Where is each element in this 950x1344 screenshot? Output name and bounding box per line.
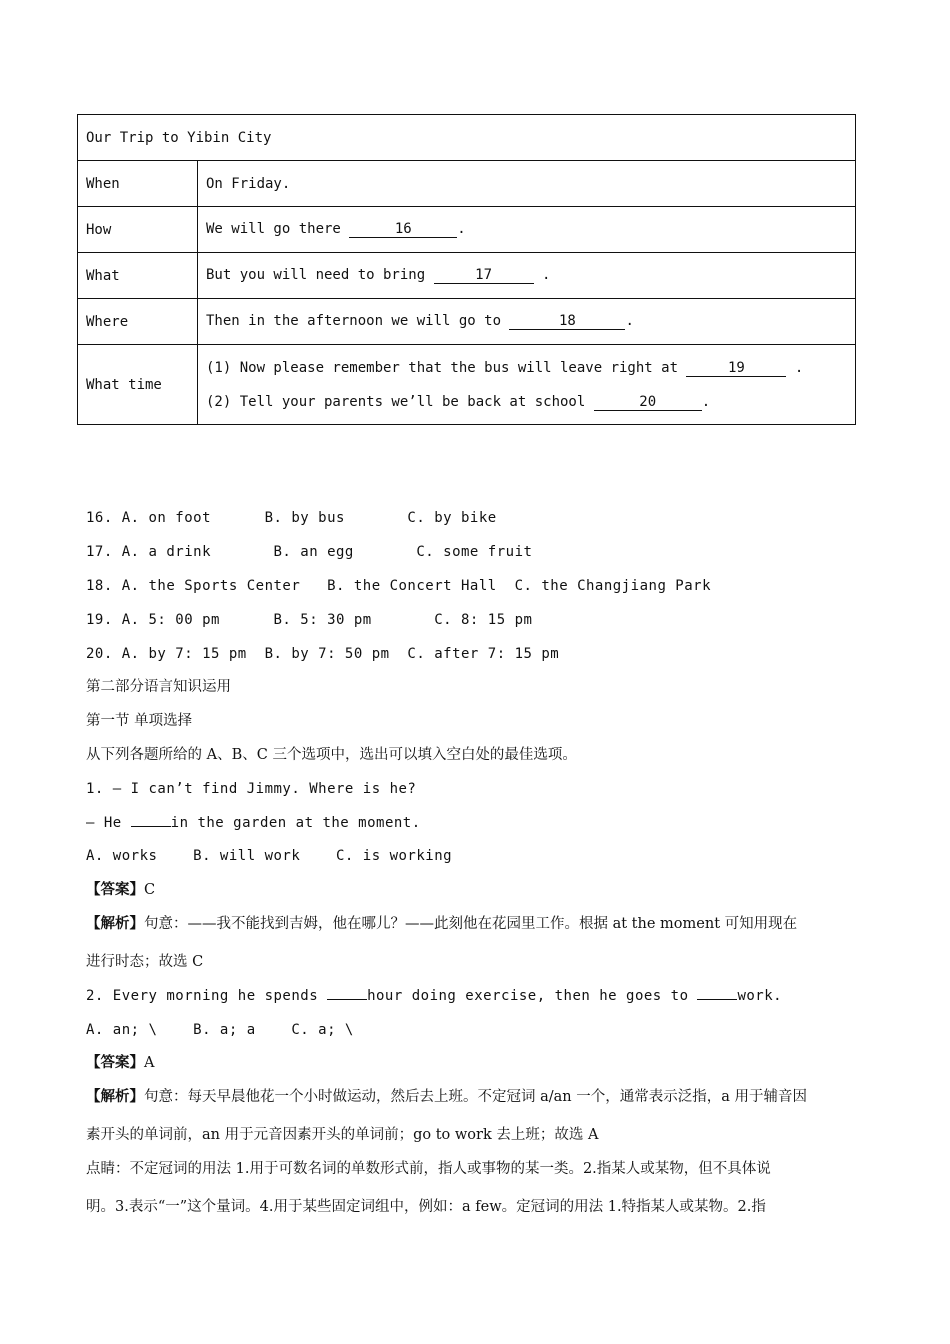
q2-point: 点睛：不定冠词的用法 1.用于可数名词的单数形式前，指人或事物的某一类。2.指某人或某物，但不具体说 <box>86 1161 771 1177</box>
q2-blank-1 <box>327 999 367 1000</box>
table-row <box>78 345 856 425</box>
q1-answer: 【答案】C <box>86 881 156 898</box>
option-19: 19. A. 5: 00 pm B. 5: 30 pm C. 8: 15 pm <box>86 612 533 628</box>
q1-line1: 1. — I can’t find Jimmy. Where is he? <box>86 781 417 797</box>
row-text: Then in the afternoon we will go to 18 . <box>198 299 856 345</box>
table-title: Our Trip to Yibin City <box>78 115 856 161</box>
row-text: But you will need to bring 17 . <box>198 253 856 299</box>
blank-16: 16 <box>349 221 457 238</box>
table-row <box>78 161 856 207</box>
blank-19: 19 <box>686 360 786 377</box>
blank-18: 18 <box>509 313 625 330</box>
part-title: 第二部分语言知识运用 <box>86 679 231 695</box>
row-text: (1) Now please remember that the bus will leave right at 19 . (2) Tell your parents we’ll be back at school 20 . <box>198 345 856 425</box>
row-text: We will go there 16 . <box>198 207 856 253</box>
option-20: 20. A. by 7: 15 pm B. by 7: 50 pm C. after 7: 15 pm <box>86 646 560 662</box>
q1-blank <box>131 826 171 827</box>
option-16: 16. A. on foot B. by bus C. by bike <box>86 510 497 526</box>
q2-point-cont: 明。3.表示“一”这个量词。4.用于某些固定词组中，例如：a few。定冠词的用法 1.特指某人或某物。2.指 <box>86 1199 766 1215</box>
row-text: On Friday. <box>198 161 856 207</box>
q1-line2: — He in the garden at the moment. <box>86 815 421 831</box>
q1-analysis-cont: 进行时态；故选 C <box>86 954 204 970</box>
q2-analysis-cont: 素开头的单词前，an 用于元音因素开头的单词前；go to work 去上班；故选 A <box>86 1127 599 1143</box>
blank-17: 17 <box>434 267 534 284</box>
q2-choices: A. an; \ B. a; a C. a; \ <box>86 1022 354 1038</box>
row-label: When <box>78 161 198 207</box>
blank-20: 20 <box>594 394 702 411</box>
option-18: 18. A. the Sports Center B. the Concert Hall C. the Changjiang Park <box>86 578 712 594</box>
row-label: Where <box>78 299 198 345</box>
table-row <box>78 253 856 299</box>
q1-choices: A. works B. will work C. is working <box>86 848 453 864</box>
table-row <box>78 299 856 345</box>
row-label: What <box>78 253 198 299</box>
q2-blank-2 <box>697 999 737 1000</box>
table-row <box>78 207 856 253</box>
q2-answer: 【答案】A <box>86 1054 155 1071</box>
section-title: 第一节 单项选择 <box>86 713 193 729</box>
option-17: 17. A. a drink B. an egg C. some fruit <box>86 544 533 560</box>
q2-line1: 2. Every morning he spends hour doing exercise, then he goes to work. <box>86 988 783 1004</box>
row-label: What time <box>78 345 198 425</box>
instruction: 从下列各题所给的 A、B、C 三个选项中，选出可以填入空白处的最佳选项。 <box>86 747 577 763</box>
trip-table <box>77 114 856 425</box>
q2-analysis: 【解析】句意：每天早晨他花一个小时做运动，然后去上班。不定冠词 a/an 一个，通常表示泛指，a 用于辅音因 <box>86 1088 807 1105</box>
row-label: How <box>78 207 198 253</box>
q1-analysis: 【解析】句意：——我不能找到吉姆，他在哪儿？——此刻他在花园里工作。根据 at the moment 可知用现在 <box>86 915 798 932</box>
